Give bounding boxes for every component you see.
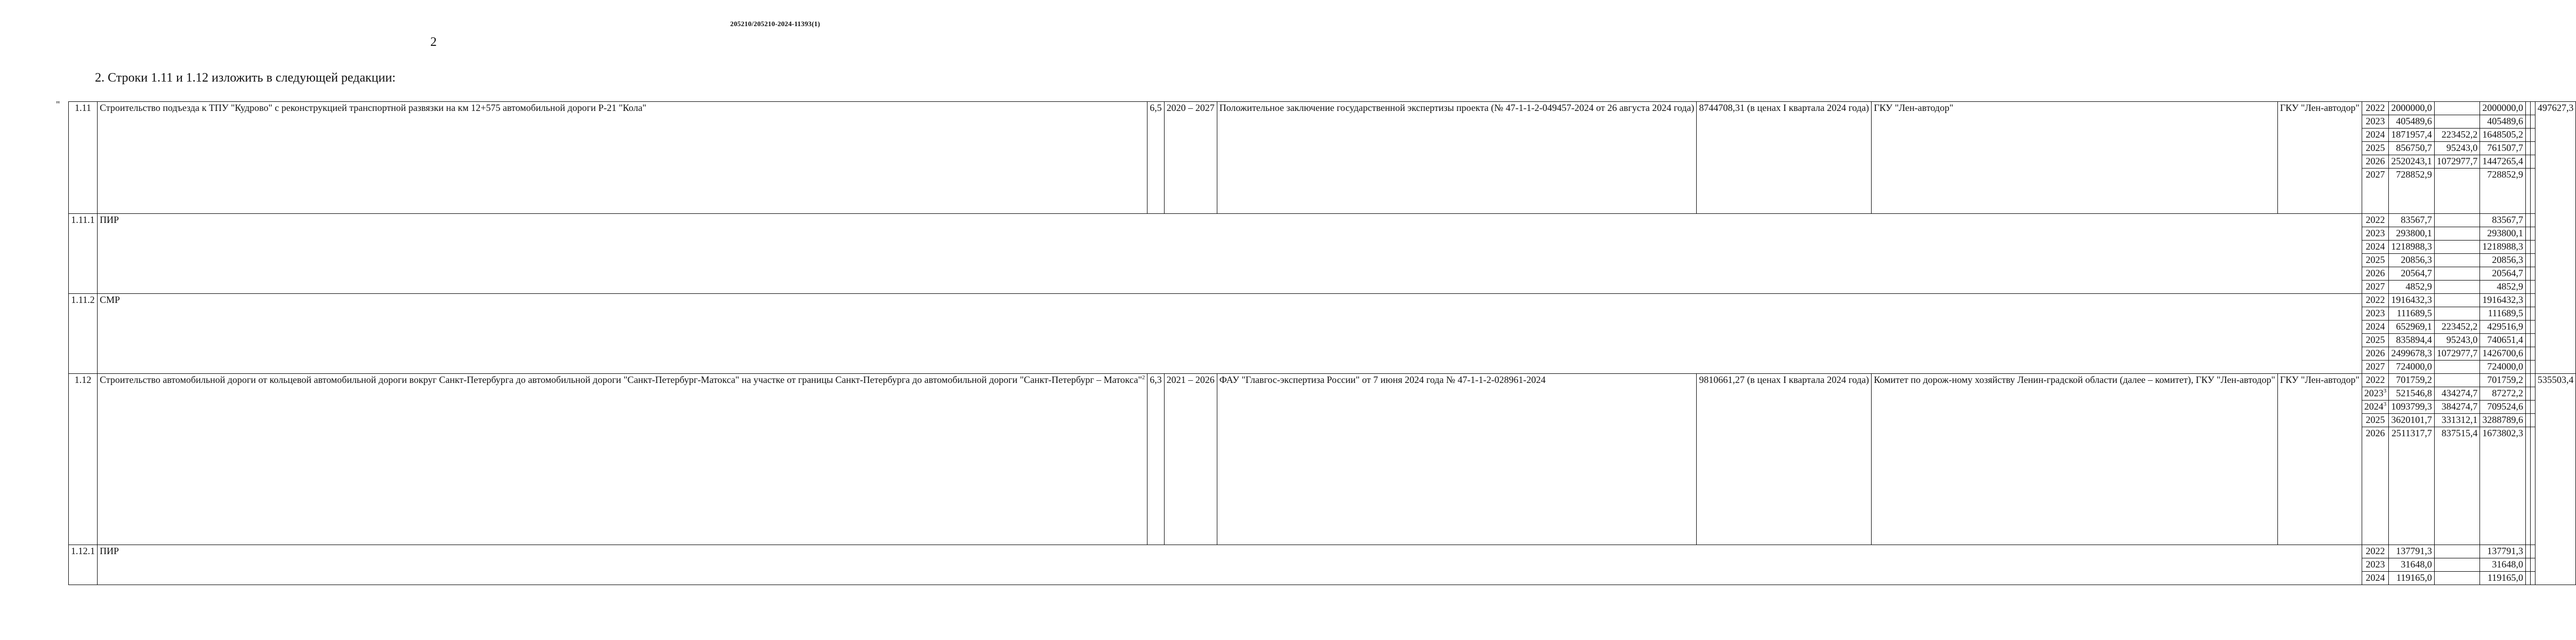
empty-cell-b xyxy=(2530,102,2535,115)
expertise-conclusion: Положительное заключение государственной экспертизы проекта (№ 47-1-1-2-049457-2024 от 26 августа 2024 года) xyxy=(1217,102,1697,214)
empty-cell-a xyxy=(2525,414,2530,427)
federal-cell xyxy=(2434,572,2480,585)
empty-cell-b xyxy=(2530,545,2535,558)
year-cell xyxy=(2362,241,2389,254)
total-cell: 1871957,4 xyxy=(2389,129,2435,142)
federal-cell: 434274,7 xyxy=(2434,387,2480,401)
estimated-cost: 8744708,31 (в ценах I квартала 2024 года) xyxy=(1697,102,1872,214)
year-value: 2023 xyxy=(2364,388,2384,398)
total-cell: 1093799,3 xyxy=(2389,401,2435,414)
regional-cell: 724000,0 xyxy=(2480,361,2526,374)
federal-cell xyxy=(2434,307,2480,321)
empty-cell-a xyxy=(2525,374,2530,387)
regional-cell: 137791,3 xyxy=(2480,545,2526,558)
empty-cell-b xyxy=(2530,307,2535,321)
year-value: 2027 xyxy=(2365,169,2385,180)
year-value: 2023 xyxy=(2365,559,2385,570)
remaining-value: 497627,3 xyxy=(2535,102,2576,374)
empty-cell-b xyxy=(2530,281,2535,294)
regional-cell: 1447265,4 xyxy=(2480,155,2526,169)
regional-cell: 1648505,2 xyxy=(2480,129,2526,142)
work-type-label: СМР xyxy=(98,294,2362,374)
page-number: 2 xyxy=(430,35,437,49)
year-cell xyxy=(2362,254,2389,267)
total-cell: 2000000,0 xyxy=(2389,102,2435,115)
empty-cell-a xyxy=(2525,545,2530,558)
year-value: 2023 xyxy=(2365,308,2385,318)
total-cell: 4852,9 xyxy=(2389,281,2435,294)
regional-cell: 20564,7 xyxy=(2480,267,2526,281)
empty-cell-a xyxy=(2525,347,2530,361)
year-value: 2024 xyxy=(2365,321,2385,332)
year-footnote-mark: 3 xyxy=(2383,401,2387,407)
empty-cell-b xyxy=(2530,572,2535,585)
opening-quote-mark: " xyxy=(56,99,60,110)
project-name-text: Строительство автомобильной дороги от кольцевой автомобильной дороги вокруг Санкт-Петербурга до автомобильной дороги "Санкт-Петербург-Матокса" на участке от границы Санкт-Петербурга до автомобильной дороги "Санкт-Петербург – Матокса" xyxy=(100,374,1142,385)
total-cell: 20564,7 xyxy=(2389,267,2435,281)
regional-cell: 1218988,3 xyxy=(2480,241,2526,254)
total-cell: 119165,0 xyxy=(2389,572,2435,585)
amendment-heading: 2. Строки 1.11 и 1.12 изложить в следующей редакции: xyxy=(95,71,396,85)
year-cell xyxy=(2362,401,2389,414)
federal-cell xyxy=(2434,227,2480,241)
table-row xyxy=(69,102,2576,115)
year-value: 2026 xyxy=(2365,156,2385,166)
year-value: 2026 xyxy=(2365,428,2385,438)
table-row xyxy=(69,545,2576,558)
year-cell xyxy=(2362,129,2389,142)
federal-cell xyxy=(2434,169,2480,214)
regional-cell: 1426700,6 xyxy=(2480,347,2526,361)
empty-cell-a xyxy=(2525,427,2530,545)
year-value: 2025 xyxy=(2365,414,2385,425)
total-cell: 2499678,3 xyxy=(2389,347,2435,361)
year-value: 2022 xyxy=(2365,294,2385,305)
regional-cell: 3288789,6 xyxy=(2480,414,2526,427)
year-value: 2025 xyxy=(2365,334,2385,345)
row-number: 1.11.1 xyxy=(69,214,98,294)
empty-cell-b xyxy=(2530,169,2535,214)
year-value: 2027 xyxy=(2365,361,2385,372)
empty-cell-b xyxy=(2530,115,2535,129)
implementation-period: 2020 – 2027 xyxy=(1164,102,1217,214)
federal-cell xyxy=(2434,361,2480,374)
federal-cell xyxy=(2434,294,2480,307)
regional-cell: 728852,9 xyxy=(2480,169,2526,214)
empty-cell-a xyxy=(2525,572,2530,585)
federal-cell: 95243,0 xyxy=(2434,334,2480,347)
federal-cell xyxy=(2434,267,2480,281)
federal-cell xyxy=(2434,281,2480,294)
year-cell xyxy=(2362,115,2389,129)
year-cell xyxy=(2362,102,2389,115)
empty-cell-a xyxy=(2525,169,2530,214)
regional-cell: 701759,2 xyxy=(2480,374,2526,387)
empty-cell-a xyxy=(2525,267,2530,281)
year-value: 2022 xyxy=(2365,214,2385,225)
year-value: 2022 xyxy=(2365,546,2385,556)
empty-cell-b xyxy=(2530,214,2535,227)
regional-cell: 740651,4 xyxy=(2480,334,2526,347)
empty-cell-b xyxy=(2530,241,2535,254)
empty-cell-b xyxy=(2530,129,2535,142)
year-value: 2026 xyxy=(2365,348,2385,358)
year-cell xyxy=(2362,558,2389,572)
year-value: 2024 xyxy=(2365,241,2385,252)
federal-cell: 1072977,7 xyxy=(2434,155,2480,169)
empty-cell-a xyxy=(2525,307,2530,321)
empty-cell-a xyxy=(2525,214,2530,227)
regional-cell: 31648,0 xyxy=(2480,558,2526,572)
customer: Комитет по дорож-ному хозяйству Ленин-градской области (далее – комитет), ГКУ "Лен-автодор" xyxy=(1872,374,2278,545)
total-cell: 111689,5 xyxy=(2389,307,2435,321)
year-cell xyxy=(2362,572,2389,585)
year-cell xyxy=(2362,281,2389,294)
total-cell: 856750,7 xyxy=(2389,142,2435,155)
federal-cell xyxy=(2434,254,2480,267)
empty-cell-b xyxy=(2530,347,2535,361)
empty-cell-b xyxy=(2530,155,2535,169)
empty-cell-b xyxy=(2530,427,2535,545)
empty-cell-b xyxy=(2530,401,2535,414)
total-cell: 2520243,1 xyxy=(2389,155,2435,169)
empty-cell-b xyxy=(2530,414,2535,427)
total-cell: 137791,3 xyxy=(2389,545,2435,558)
year-value: 2023 xyxy=(2365,116,2385,126)
federal-cell: 384274,7 xyxy=(2434,401,2480,414)
project-name xyxy=(98,102,1147,214)
table-body xyxy=(69,102,2576,585)
empty-cell-a xyxy=(2525,334,2530,347)
regional-cell: 293800,1 xyxy=(2480,227,2526,241)
empty-cell-a xyxy=(2525,387,2530,401)
empty-cell-a xyxy=(2525,254,2530,267)
regional-cell: 87272,2 xyxy=(2480,387,2526,401)
total-cell: 701759,2 xyxy=(2389,374,2435,387)
empty-cell-a xyxy=(2525,227,2530,241)
regional-cell: 405489,6 xyxy=(2480,115,2526,129)
regional-cell: 761507,7 xyxy=(2480,142,2526,155)
empty-cell-a xyxy=(2525,102,2530,115)
year-cell xyxy=(2362,294,2389,307)
total-cell: 83567,7 xyxy=(2389,214,2435,227)
year-value: 2026 xyxy=(2365,268,2385,278)
federal-cell xyxy=(2434,374,2480,387)
year-cell xyxy=(2362,155,2389,169)
year-value: 2022 xyxy=(2365,102,2385,113)
regional-cell: 1673802,3 xyxy=(2480,427,2526,545)
empty-cell-b xyxy=(2530,321,2535,334)
table-row xyxy=(69,374,2576,387)
federal-cell: 1072977,7 xyxy=(2434,347,2480,361)
year-value: 2024 xyxy=(2365,572,2385,583)
federal-cell xyxy=(2434,214,2480,227)
empty-cell-b xyxy=(2530,558,2535,572)
year-cell xyxy=(2362,427,2389,545)
year-cell xyxy=(2362,307,2389,321)
total-cell: 293800,1 xyxy=(2389,227,2435,241)
federal-cell: 223452,2 xyxy=(2434,129,2480,142)
empty-cell-b xyxy=(2530,374,2535,387)
empty-cell-a xyxy=(2525,281,2530,294)
federal-cell xyxy=(2434,115,2480,129)
total-cell: 3620101,7 xyxy=(2389,414,2435,427)
empty-cell-a xyxy=(2525,361,2530,374)
total-cell: 521546,8 xyxy=(2389,387,2435,401)
project-name xyxy=(98,374,1147,545)
regional-cell: 2000000,0 xyxy=(2480,102,2526,115)
total-cell: 405489,6 xyxy=(2389,115,2435,129)
federal-cell: 95243,0 xyxy=(2434,142,2480,155)
federal-cell xyxy=(2434,102,2480,115)
table-row xyxy=(69,294,2576,307)
empty-cell-b xyxy=(2530,142,2535,155)
year-cell xyxy=(2362,347,2389,361)
year-cell xyxy=(2362,361,2389,374)
remaining-value: 535503,4 xyxy=(2535,374,2576,585)
row-number: 1.12.1 xyxy=(69,545,98,585)
federal-cell xyxy=(2434,545,2480,558)
regional-cell: 20856,3 xyxy=(2480,254,2526,267)
year-cell xyxy=(2362,169,2389,214)
empty-cell-a xyxy=(2525,241,2530,254)
year-value: 2024 xyxy=(2365,129,2385,140)
regional-cell: 429516,9 xyxy=(2480,321,2526,334)
empty-cell-a xyxy=(2525,294,2530,307)
footnote-mark: 2 xyxy=(1142,374,1145,381)
year-cell xyxy=(2362,227,2389,241)
road-projects-table xyxy=(68,101,2576,585)
federal-cell: 331312,1 xyxy=(2434,414,2480,427)
expertise-conclusion: ФАУ "Главгос-экспертиза России" от 7 июня 2024 года № 47-1-1-2-028961-2024 xyxy=(1217,374,1697,545)
federal-cell: 837515,4 xyxy=(2434,427,2480,545)
total-cell: 20856,3 xyxy=(2389,254,2435,267)
year-cell xyxy=(2362,414,2389,427)
empty-cell-b xyxy=(2530,267,2535,281)
empty-cell-a xyxy=(2525,155,2530,169)
year-footnote-mark: 3 xyxy=(2383,388,2387,394)
year-cell xyxy=(2362,321,2389,334)
implementation-period: 2021 – 2026 xyxy=(1164,374,1217,545)
year-cell xyxy=(2362,142,2389,155)
empty-cell-b xyxy=(2530,294,2535,307)
total-cell: 724000,0 xyxy=(2389,361,2435,374)
empty-cell-a xyxy=(2525,115,2530,129)
federal-cell: 223452,2 xyxy=(2434,321,2480,334)
empty-cell-a xyxy=(2525,142,2530,155)
developer: ГКУ "Лен-автодор" xyxy=(2277,102,2362,214)
regional-cell: 1916432,3 xyxy=(2480,294,2526,307)
year-cell xyxy=(2362,214,2389,227)
empty-cell-a xyxy=(2525,321,2530,334)
total-cell: 728852,9 xyxy=(2389,169,2435,214)
empty-cell-b xyxy=(2530,254,2535,267)
empty-cell-a xyxy=(2525,558,2530,572)
work-type-label: ПИР xyxy=(98,545,2362,585)
customer: ГКУ "Лен-автодор" xyxy=(1872,102,2278,214)
year-cell xyxy=(2362,334,2389,347)
year-cell xyxy=(2362,387,2389,401)
row-number: 1.11 xyxy=(69,102,98,214)
total-cell: 652969,1 xyxy=(2389,321,2435,334)
regional-cell: 83567,7 xyxy=(2480,214,2526,227)
federal-cell xyxy=(2434,241,2480,254)
year-value: 2025 xyxy=(2365,254,2385,265)
total-cell: 835894,4 xyxy=(2389,334,2435,347)
year-value: 2022 xyxy=(2365,374,2385,385)
year-value: 2025 xyxy=(2365,142,2385,153)
year-cell xyxy=(2362,374,2389,387)
empty-cell-b xyxy=(2530,387,2535,401)
year-value: 2023 xyxy=(2365,228,2385,238)
federal-cell xyxy=(2434,558,2480,572)
regional-cell: 111689,5 xyxy=(2480,307,2526,321)
year-cell xyxy=(2362,545,2389,558)
empty-cell-a xyxy=(2525,129,2530,142)
total-cell: 1218988,3 xyxy=(2389,241,2435,254)
document-id: 205210/205210-2024-11393(1) xyxy=(730,20,820,28)
empty-cell-b xyxy=(2530,334,2535,347)
regional-cell: 119165,0 xyxy=(2480,572,2526,585)
empty-cell-b xyxy=(2530,361,2535,374)
regional-cell: 709524,6 xyxy=(2480,401,2526,414)
year-value: 2024 xyxy=(2364,401,2384,412)
empty-cell-b xyxy=(2530,227,2535,241)
work-type-label: ПИР xyxy=(98,214,2362,294)
table-row xyxy=(69,214,2576,227)
regional-cell: 4852,9 xyxy=(2480,281,2526,294)
row-number: 1.11.2 xyxy=(69,294,98,374)
year-value: 2027 xyxy=(2365,281,2385,292)
project-name-text: Строительство подъезда к ТПУ "Кудрово" с реконструкцией транспортной развязки на км 12+575 автомобильной дороги Р-21 "Кола" xyxy=(100,102,647,113)
developer: ГКУ "Лен-автодор" xyxy=(2277,374,2362,545)
row-number: 1.12 xyxy=(69,374,98,545)
total-cell: 1916432,3 xyxy=(2389,294,2435,307)
total-cell: 2511317,7 xyxy=(2389,427,2435,545)
road-length: 6,5 xyxy=(1147,102,1165,214)
road-length: 6,3 xyxy=(1147,374,1165,545)
estimated-cost: 9810661,27 (в ценах I квартала 2024 года) xyxy=(1697,374,1872,545)
total-cell: 31648,0 xyxy=(2389,558,2435,572)
year-cell xyxy=(2362,267,2389,281)
empty-cell-a xyxy=(2525,401,2530,414)
